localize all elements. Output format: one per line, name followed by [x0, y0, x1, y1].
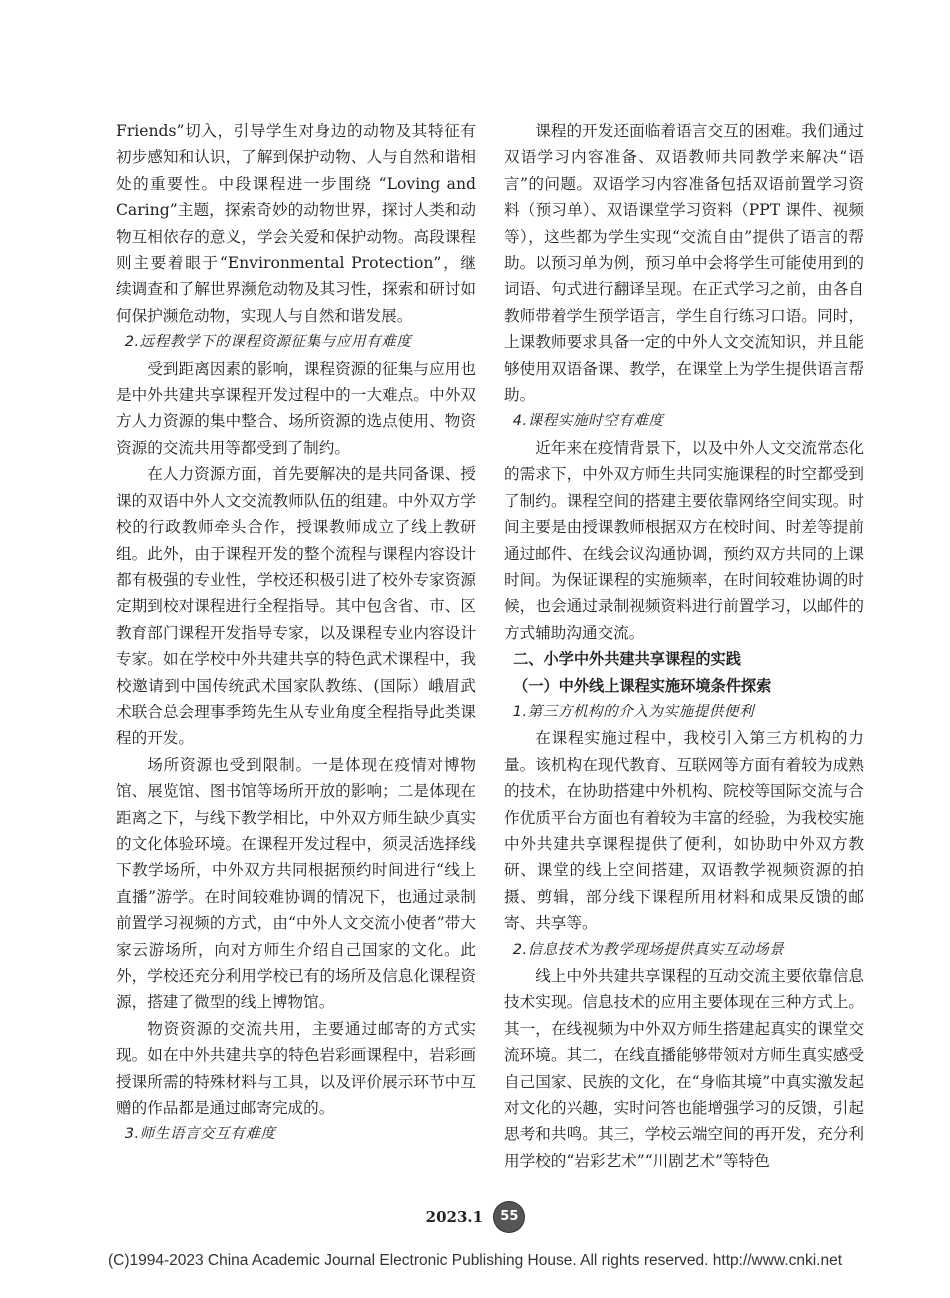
body-paragraph: 场所资源也受到限制。一是体现在疫情对博物馆、展览馆、图书馆等场所开放的影响；二是体现在距离之下，与线下教学相比，中外双方师生缺少真实的文化体验环境。在课程开发过程中，须灵活选择线下教学场所，中外双方共同根据预约时间进行“线上直播”游学。在时间较难协调的情况下，也通过录制前置学习视频的方式，由“中外人文交流小使者”带大家云游场所，向对方师生介绍自己国家的文化。此外，学校还充分利用学校已有的场所及信息化课程资源，搭建了微型的线上博物馆。 [116, 755, 476, 1012]
section-subheading: （一）中外线上课程实施环境条件探索 [513, 676, 772, 695]
subsection-heading: 2.信息技术为教学现场提供真实互动场景 [512, 940, 785, 958]
subsection-heading: 1.第三方机构的介入为实施提供便利 [512, 702, 755, 720]
body-paragraph: Friends”切入，引导学生对身边的动物及其特征有初步感知和认识，了解到保护动物、人与自然和谐相处的重要性。中段课程进一步围绕 “Loving and Caring”主题，探索奇妙的动物世界，探讨人类和动物互相依存的意义，学会关爱和保护动物。高段课程则主要着眼于“Environmental Protection”，继续调查和了解世界濒危动物及其习性，探索和研讨如何保护濒危动物，实现人与自然和谐发展。 [116, 122, 476, 325]
subsection-heading: 4.课程实施时空有难度 [512, 412, 664, 430]
copyright-notice: (C)1994-2023 China Academic Journal Electronic Publishing House. All rights reserved. http://www.cnki.net [107, 1252, 843, 1269]
page-number-badge: 55 [494, 1202, 524, 1232]
left-column [116, 118, 476, 1148]
section-heading: 二、小学中外共建共享课程的实践 [513, 650, 741, 669]
subsection-heading: 2.远程教学下的课程资源征集与应用有难度 [124, 333, 412, 351]
body-paragraph: 在人力资源方面，首先要解决的是共同备课、授课的双语中外人文交流教师队伍的组建。中外双方学校的行政教师牵头合作，授课教师成立了线上教研组。此外，由于课程开发的整个流程与课程内容设计都有极强的专业性，学校还积极引进了校外专家资源定期到校对课程进行全程指导。其中包含省、市、区教育部门课程开发指导专家，以及课程专业内容设计专家。如在学校中外共建共享的特色武术课程中，我校邀请到中国传统武术国家队教练、(国际）峨眉武术联合总会理事季筠先生从专业角度全程指导此类课程的开发。 [116, 465, 476, 748]
body-paragraph: 课程的开发还面临着语言交互的困难。我们通过双语学习内容准备、双语教师共同教学来解决“语言”的问题。双语学习内容准备包括双语前置学习资料（预习单）、双语课堂学习资料（PPT 课件、视频等），这些都为学生实现“交流自由”提供了语言的帮助。以预习单为例，预习单中会将学生可能使用到的词语、句式进行翻译呈现。在正式学习之前，由各自教师带着学生预学语言，学生自行练习口语。同时，上课教师要求具备一定的中外人文交流知识，并且能够使用双语备课、教学，在课堂上为学生提供语言帮助。 [504, 122, 864, 405]
issue-label: 2023.1 [425, 1208, 484, 1226]
body-paragraph: 近年来在疫情背景下，以及中外人文交流常态化的需求下，中外双方师生共同实施课程的时空都受到了制约。课程空间的搭建主要依靠网络空间实现。时间主要是由授课教师根据双方在校时间、时差等提前通过邮件、在线会议沟通协调，预约双方共同的上课时间。为保证课程的实施频率，在时间较难协调的时候，也会通过录制视频资料进行前置学习，以邮件的方式辅助沟通交流。 [504, 438, 864, 642]
body-paragraph: 在课程实施过程中，我校引入第三方机构的力量。该机构在现代教育、互联网等方面有着较为成熟的技术，在协助搭建中外机构、院校等国际交流与合作优质平台方面也有着较为丰富的经验，为我校实施中外共建共享课程提供了便利，如协助中外双方教研、课堂的线上空间搭建，双语教学视频资源的拍摄、剪辑，部分线下课程所用材料和成果反馈的邮寄、共享等。 [504, 729, 864, 933]
subsection-heading: 3.师生语言交互有难度 [124, 1125, 276, 1143]
body-paragraph: 线上中外共建共享课程的互动交流主要依靠信息技术实现。信息技术的应用主要体现在三种方式上。其一，在线视频为中外双方师生搭建起真实的课堂交流环境。其二，在线直播能够带领对方师生真实感受自己国家、民族的文化，在“身临其境”中真实激发起对文化的兴趣，实时问答也能增强学习的反馈，引起思考和共鸣。其三，学校云端空间的再开发，充分利用学校的“岩彩艺术”“川剧艺术”等特色 [504, 967, 864, 1170]
right-column [504, 118, 864, 1174]
body-paragraph: 物资资源的交流共用，主要通过邮寄的方式实现。如在中外共建共享的特色岩彩画课程中，岩彩画授课所需的特殊材料与工具，以及评价展示环节中互赠的作品都是通过邮寄完成的。 [116, 1019, 476, 1118]
page-footer [0, 1202, 950, 1232]
body-paragraph: 受到距离因素的影响，课程资源的征集与应用也是中外共建共享课程开发过程中的一大难点。中外双方人力资源的集中整合、场所资源的选点使用、物资资源的交流共用等都受到了制约。 [116, 359, 476, 457]
